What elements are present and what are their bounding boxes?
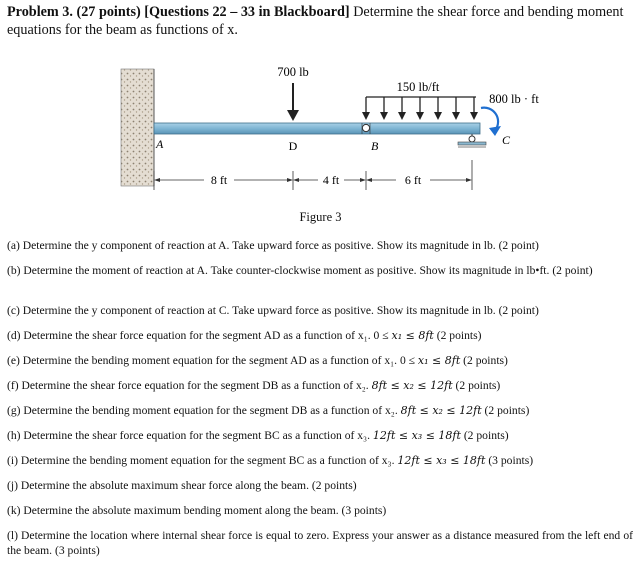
couple-moment-arrow	[481, 108, 501, 136]
question-c: (c) Determine the y component of reaction at C. Take upward force as positive. Show its magnitude in lb. (2 point)	[7, 304, 539, 317]
question-b: (b) Determine the moment of reaction at A. Take counter-clockwise moment as positive. Show its magnitude in lb•ft. (2 point)	[7, 264, 593, 277]
question-a: (a) Determine the y component of reaction at A. Take upward force as positive. Show its magnitude in lb. (2 point)	[7, 239, 539, 252]
question-e: (e) Determine the bending moment equation for the segment AD as a function of x₁. 0 ≤ x₁ ≤ 8ft (2 points)	[7, 354, 508, 367]
question-j: (j) Determine the absolute maximum shear force along the beam. (2 points)	[7, 479, 357, 492]
point-a-label: A	[156, 137, 164, 151]
hinge-b	[362, 124, 369, 131]
distributed-load-label: 150 lb/ft	[396, 80, 440, 94]
point-c-label: C	[502, 133, 511, 147]
dimension-db: 4 ft	[322, 173, 340, 187]
figure-caption: Figure 3	[299, 210, 342, 224]
dimension-lines	[154, 160, 472, 190]
point-load-label: 700 lb	[277, 65, 309, 79]
point-d-label: D	[288, 139, 298, 153]
dimension-ad: 8 ft	[210, 173, 228, 187]
beam-figure	[0, 0, 641, 230]
beam-diagram	[0, 0, 641, 230]
problem-title: Problem 3. (27 points) [Questions 22 – 33 in Blackboard]	[7, 4, 350, 20]
question-k: (k) Determine the absolute maximum bending moment along the beam. (3 points)	[7, 504, 387, 517]
question-f: (f) Determine the shear force equation for the segment DB as a function of x₂. 8ft ≤ x₂ ≤ 12ft (2 points)	[7, 379, 501, 392]
problem-instruction: Determine the shear force and bending moment equations for the beam as functions of x.	[7, 4, 624, 38]
question-i: (i) Determine the bending moment equation for the segment BC as a function of x₃. 12ft ≤ x₃ ≤ 18ft (3 points)	[7, 454, 534, 467]
fixed-wall	[121, 69, 154, 186]
moment-label: 800 lb · ft	[489, 92, 539, 106]
point-load-arrow	[287, 83, 299, 121]
dimension-bc: 6 ft	[404, 173, 422, 187]
roller-support-c	[458, 134, 486, 147]
beam	[154, 123, 480, 134]
question-d: (d) Determine the shear force equation for the segment AD as a function of x₁. 0 ≤ x₁ ≤ 8ft (2 points)	[7, 329, 482, 342]
point-b-label: B	[371, 139, 379, 153]
question-g: (g) Determine the bending moment equation for the segment DB as a function of x₂. 8ft ≤ x₂ ≤ 12ft (2 points)	[7, 404, 530, 417]
distributed-load	[362, 97, 478, 120]
question-l: (l) Determine the location where internal shear force is equal to zero. Express your answer as a distance measured from the left end of the beam. (3 points)	[7, 529, 633, 557]
question-h: (h) Determine the shear force equation for the segment BC as a function of x₃. 12ft ≤ x₃ ≤ 18ft (2 points)	[7, 429, 509, 442]
